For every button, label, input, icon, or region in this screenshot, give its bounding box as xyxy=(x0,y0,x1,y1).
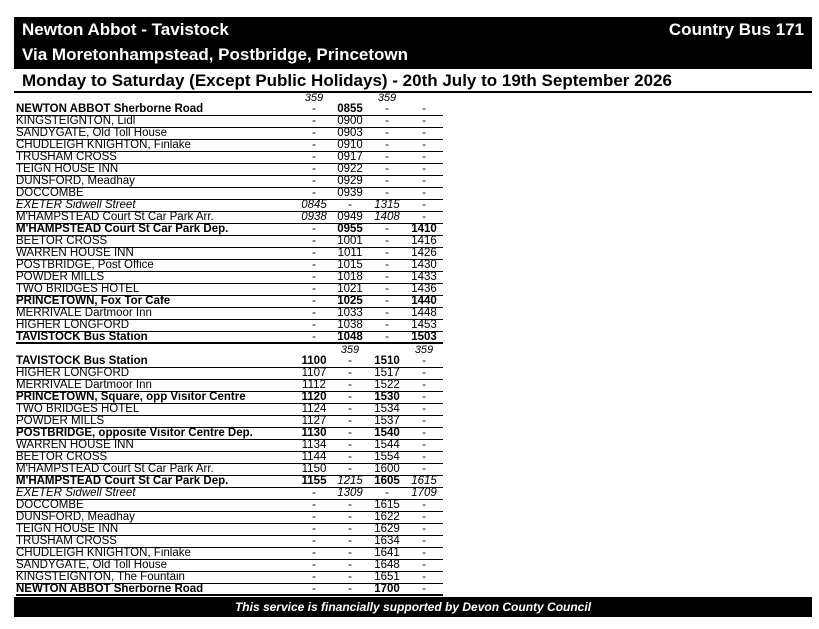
departure-time: - xyxy=(385,235,389,247)
departure-time: - xyxy=(385,187,389,199)
stop-name: MERRIVALE Dartmoor Inn xyxy=(16,379,152,391)
departure-time: 1033 xyxy=(337,307,363,319)
departure-time: 1130 xyxy=(301,427,327,439)
departure-time: - xyxy=(422,511,426,523)
stop-name: TEIGN HOUSE INN xyxy=(16,163,119,175)
departure-time: - xyxy=(422,403,426,415)
stop-name: TWO BRIDGES HOTEL xyxy=(16,283,140,295)
departure-time: 1144 xyxy=(301,451,327,463)
departure-time: - xyxy=(385,127,389,139)
stop-name: BEETOR CROSS xyxy=(16,235,108,247)
stop-name: M'HAMPSTEAD Court St Car Park Arr. xyxy=(16,211,214,223)
departure-time: - xyxy=(422,151,426,163)
departure-time: 1629 xyxy=(374,523,400,535)
departure-time: - xyxy=(422,127,426,139)
departure-time: 1155 xyxy=(301,475,327,487)
departure-time: 1600 xyxy=(374,463,400,475)
departure-time: - xyxy=(348,403,352,415)
departure-time: - xyxy=(385,175,389,187)
departure-time: 1503 xyxy=(411,331,437,343)
departure-time: 1011 xyxy=(337,247,363,259)
departure-time: 1107 xyxy=(301,367,327,379)
departure-time: - xyxy=(385,139,389,151)
via-bar xyxy=(14,43,812,67)
service-name: Country Bus 171 xyxy=(668,20,804,39)
departure-time: - xyxy=(348,199,352,211)
departure-time: - xyxy=(422,427,426,439)
departure-time: - xyxy=(422,571,426,583)
departure-time: - xyxy=(385,247,389,259)
departure-time: 1453 xyxy=(411,319,437,331)
departure-time: 1700 xyxy=(374,583,400,595)
departure-time: - xyxy=(312,523,316,535)
departure-time: - xyxy=(422,175,426,187)
departure-time: - xyxy=(385,295,389,307)
departure-time: 1315 xyxy=(374,199,400,211)
stop-name: M'HAMPSTEAD Court St Car Park Dep. xyxy=(16,223,229,235)
departure-time: 0929 xyxy=(337,175,363,187)
footer-note: This service is financially supported by Devon County Council xyxy=(14,597,812,617)
stop-name: M'HAMPSTEAD Court St Car Park Arr. xyxy=(16,463,214,475)
stop-name: SANDYGATE, Old Toll House xyxy=(16,127,168,139)
stop-name: KINGSTEIGNTON, Lidl xyxy=(16,115,136,127)
departure-time: - xyxy=(312,151,316,163)
departure-time: - xyxy=(348,511,352,523)
route-number-label: 359 xyxy=(304,92,324,104)
departure-time: - xyxy=(348,379,352,391)
departure-time: 1018 xyxy=(337,271,363,283)
departure-time: 0955 xyxy=(337,223,363,235)
departure-time: - xyxy=(348,463,352,475)
stop-name: EXETER Sidwell Street xyxy=(16,487,136,499)
stop-name: HIGHER LONGFORD xyxy=(16,319,130,331)
stop-name: CHUDLEIGH KNIGHTON, Finlake xyxy=(16,139,191,151)
departure-time: 1430 xyxy=(411,259,437,271)
departure-time: - xyxy=(422,535,426,547)
departure-time: - xyxy=(348,391,352,403)
departure-time: - xyxy=(348,535,352,547)
stop-name: NEWTON ABBOT Sherborne Road xyxy=(16,583,204,595)
departure-time: 1648 xyxy=(374,559,400,571)
via-text: Via Moretonhampstead, Postbridge, Princetown xyxy=(22,45,409,64)
stop-name: TEIGN HOUSE INN xyxy=(16,523,119,535)
departure-time: 1622 xyxy=(374,511,400,523)
departure-time: - xyxy=(422,547,426,559)
stop-name: CHUDLEIGH KNIGHTON, Finlake xyxy=(16,547,191,559)
departure-time: - xyxy=(348,415,352,427)
departure-time: - xyxy=(312,319,316,331)
departure-time: 1120 xyxy=(301,391,327,403)
departure-time: - xyxy=(312,223,316,235)
departure-time: 1510 xyxy=(374,355,400,367)
departure-time: 0903 xyxy=(337,127,363,139)
departure-time: - xyxy=(422,523,426,535)
departure-time: - xyxy=(312,103,316,115)
departure-time: - xyxy=(312,115,316,127)
stop-name: WARREN HOUSE INN xyxy=(16,247,134,259)
departure-time: - xyxy=(312,187,316,199)
departure-time: - xyxy=(348,559,352,571)
departure-time: 1615 xyxy=(374,499,400,511)
departure-time: 1433 xyxy=(411,271,437,283)
departure-time: 1127 xyxy=(301,415,327,427)
departure-time: - xyxy=(348,355,352,367)
departure-time: - xyxy=(312,571,316,583)
operating-days-bar xyxy=(14,67,812,93)
departure-time: - xyxy=(348,499,352,511)
route-title: Newton Abbot - Tavistock xyxy=(22,20,229,39)
departure-time: - xyxy=(422,211,426,223)
stop-name: TWO BRIDGES HOTEL xyxy=(16,403,140,415)
stop-name: PRINCETOWN, Square, opp Visitor Centre xyxy=(16,391,246,403)
departure-time: - xyxy=(422,439,426,451)
departure-time: 1025 xyxy=(337,295,363,307)
departure-time: - xyxy=(422,163,426,175)
departure-time: 1309 xyxy=(337,487,363,499)
departure-time: 1410 xyxy=(411,223,437,235)
departure-time: - xyxy=(385,487,389,499)
departure-time: - xyxy=(385,103,389,115)
stop-name: POWDER MILLS xyxy=(16,271,105,283)
departure-time: 1554 xyxy=(374,451,400,463)
departure-time: 1134 xyxy=(301,439,327,451)
departure-time: 0938 xyxy=(301,211,327,223)
departure-time: - xyxy=(422,139,426,151)
departure-time: - xyxy=(312,247,316,259)
departure-time: - xyxy=(348,571,352,583)
stop-name: MERRIVALE Dartmoor Inn xyxy=(16,307,152,319)
departure-time: - xyxy=(348,583,352,595)
departure-time: 0917 xyxy=(337,151,363,163)
departure-time: - xyxy=(312,175,316,187)
departure-time: - xyxy=(422,367,426,379)
departure-time: 1534 xyxy=(374,403,400,415)
stop-name: POWDER MILLS xyxy=(16,415,105,427)
departure-time: 1436 xyxy=(411,283,437,295)
departure-time: 1605 xyxy=(374,475,400,487)
departure-time: 0949 xyxy=(337,211,363,223)
departure-time: - xyxy=(422,103,426,115)
departure-time: - xyxy=(348,547,352,559)
departure-time: 1100 xyxy=(301,355,327,367)
departure-time: - xyxy=(312,487,316,499)
departure-time: - xyxy=(422,355,426,367)
stop-name: NEWTON ABBOT Sherborne Road xyxy=(16,103,204,115)
departure-time: - xyxy=(422,115,426,127)
departure-time: 1408 xyxy=(374,211,400,223)
departure-time: - xyxy=(312,283,316,295)
departure-time: - xyxy=(348,439,352,451)
stop-name: DUNSFORD, Meadhay xyxy=(16,175,135,187)
departure-time: - xyxy=(312,559,316,571)
departure-time: 0910 xyxy=(337,139,363,151)
stop-name: DOCCOMBE xyxy=(16,187,84,199)
stop-name: SANDYGATE, Old Toll House xyxy=(16,559,168,571)
route-number-label: 359 xyxy=(414,344,434,356)
departure-time: - xyxy=(312,583,316,595)
departure-time: 1048 xyxy=(337,331,363,343)
stop-name: WARREN HOUSE INN xyxy=(16,439,134,451)
departure-time: - xyxy=(422,379,426,391)
departure-time: 1150 xyxy=(301,463,327,475)
departure-time: - xyxy=(348,451,352,463)
departure-time: - xyxy=(312,259,316,271)
departure-time: - xyxy=(312,535,316,547)
departure-time: - xyxy=(312,331,316,343)
departure-time: - xyxy=(422,187,426,199)
departure-time: - xyxy=(385,307,389,319)
departure-time: - xyxy=(348,523,352,535)
departure-time: - xyxy=(385,283,389,295)
departure-time: 1426 xyxy=(411,247,437,259)
route-number-label: 359 xyxy=(377,92,397,104)
departure-time: - xyxy=(385,115,389,127)
stop-name: TRUSHAM CROSS xyxy=(16,151,117,163)
stop-name: BEETOR CROSS xyxy=(16,451,108,463)
departure-time: - xyxy=(312,295,316,307)
departure-time: 1540 xyxy=(374,427,400,439)
timetable-row xyxy=(16,584,443,596)
departure-time: - xyxy=(385,331,389,343)
departure-time: - xyxy=(422,199,426,211)
stop-name: M'HAMPSTEAD Court St Car Park Dep. xyxy=(16,475,229,487)
departure-time: 1537 xyxy=(374,415,400,427)
departure-time: - xyxy=(422,559,426,571)
departure-time: 1038 xyxy=(337,319,363,331)
departure-time: 0922 xyxy=(337,163,363,175)
departure-time: - xyxy=(385,223,389,235)
departure-time: - xyxy=(422,583,426,595)
stop-name: TAVISTOCK Bus Station xyxy=(16,331,148,343)
route-number-label: 359 xyxy=(340,344,360,356)
departure-time: - xyxy=(348,367,352,379)
departure-time: 0939 xyxy=(337,187,363,199)
departure-time: 1634 xyxy=(374,535,400,547)
stop-name: DOCCOMBE xyxy=(16,499,84,511)
stop-name: EXETER Sidwell Street xyxy=(16,199,136,211)
departure-time: 1112 xyxy=(302,379,326,391)
departure-time: 1522 xyxy=(374,379,400,391)
departure-time: - xyxy=(422,415,426,427)
departure-time: 1416 xyxy=(411,235,437,247)
departure-time: - xyxy=(422,391,426,403)
departure-time: 1651 xyxy=(374,571,400,583)
departure-time: - xyxy=(385,271,389,283)
departure-time: - xyxy=(312,235,316,247)
departure-time: 1124 xyxy=(301,403,327,415)
stop-name: POSTBRIDGE, opposite Visitor Centre Dep. xyxy=(16,427,253,439)
departure-time: 1215 xyxy=(337,475,363,487)
departure-time: 0845 xyxy=(301,199,327,211)
departure-time: - xyxy=(422,451,426,463)
departure-time: - xyxy=(312,127,316,139)
departure-time: - xyxy=(312,163,316,175)
departure-time: - xyxy=(385,319,389,331)
departure-time: 1440 xyxy=(411,295,437,307)
departure-time: 1709 xyxy=(411,487,437,499)
title-bar xyxy=(14,17,812,43)
departure-time: 1544 xyxy=(374,439,400,451)
departure-time: - xyxy=(385,151,389,163)
departure-time: - xyxy=(312,307,316,319)
departure-time: - xyxy=(348,427,352,439)
stop-name: TRUSHAM CROSS xyxy=(16,535,117,547)
departure-time: - xyxy=(385,259,389,271)
departure-time: 1641 xyxy=(374,547,400,559)
departure-time: - xyxy=(422,499,426,511)
departure-time: - xyxy=(422,463,426,475)
departure-time: 1615 xyxy=(411,475,437,487)
stop-name: KINGSTEIGNTON, The Fountain xyxy=(16,571,185,583)
departure-time: 1001 xyxy=(337,235,363,247)
stop-name: PRINCETOWN, Fox Tor Cafe xyxy=(16,295,171,307)
stop-name: TAVISTOCK Bus Station xyxy=(16,355,148,367)
departure-time: 0900 xyxy=(337,115,363,127)
stop-name: POSTBRIDGE, Post Office xyxy=(16,259,154,271)
departure-time: - xyxy=(312,547,316,559)
departure-time: - xyxy=(312,271,316,283)
timetable-row xyxy=(16,332,443,344)
departure-time: 1448 xyxy=(411,307,437,319)
departure-time: 1021 xyxy=(337,283,363,295)
departure-time: 1015 xyxy=(337,259,363,271)
departure-time: - xyxy=(312,511,316,523)
departure-time: 1530 xyxy=(374,391,400,403)
stop-name: DUNSFORD, Meadhay xyxy=(16,511,135,523)
departure-time: - xyxy=(312,139,316,151)
stop-name: HIGHER LONGFORD xyxy=(16,367,130,379)
departure-time: 1517 xyxy=(374,367,400,379)
departure-time: 0855 xyxy=(337,103,363,115)
departure-time: - xyxy=(385,163,389,175)
operating-days: Monday to Saturday (Except Public Holidays) - 20th July to 19th September 2026 xyxy=(22,71,672,90)
departure-time: - xyxy=(312,499,316,511)
